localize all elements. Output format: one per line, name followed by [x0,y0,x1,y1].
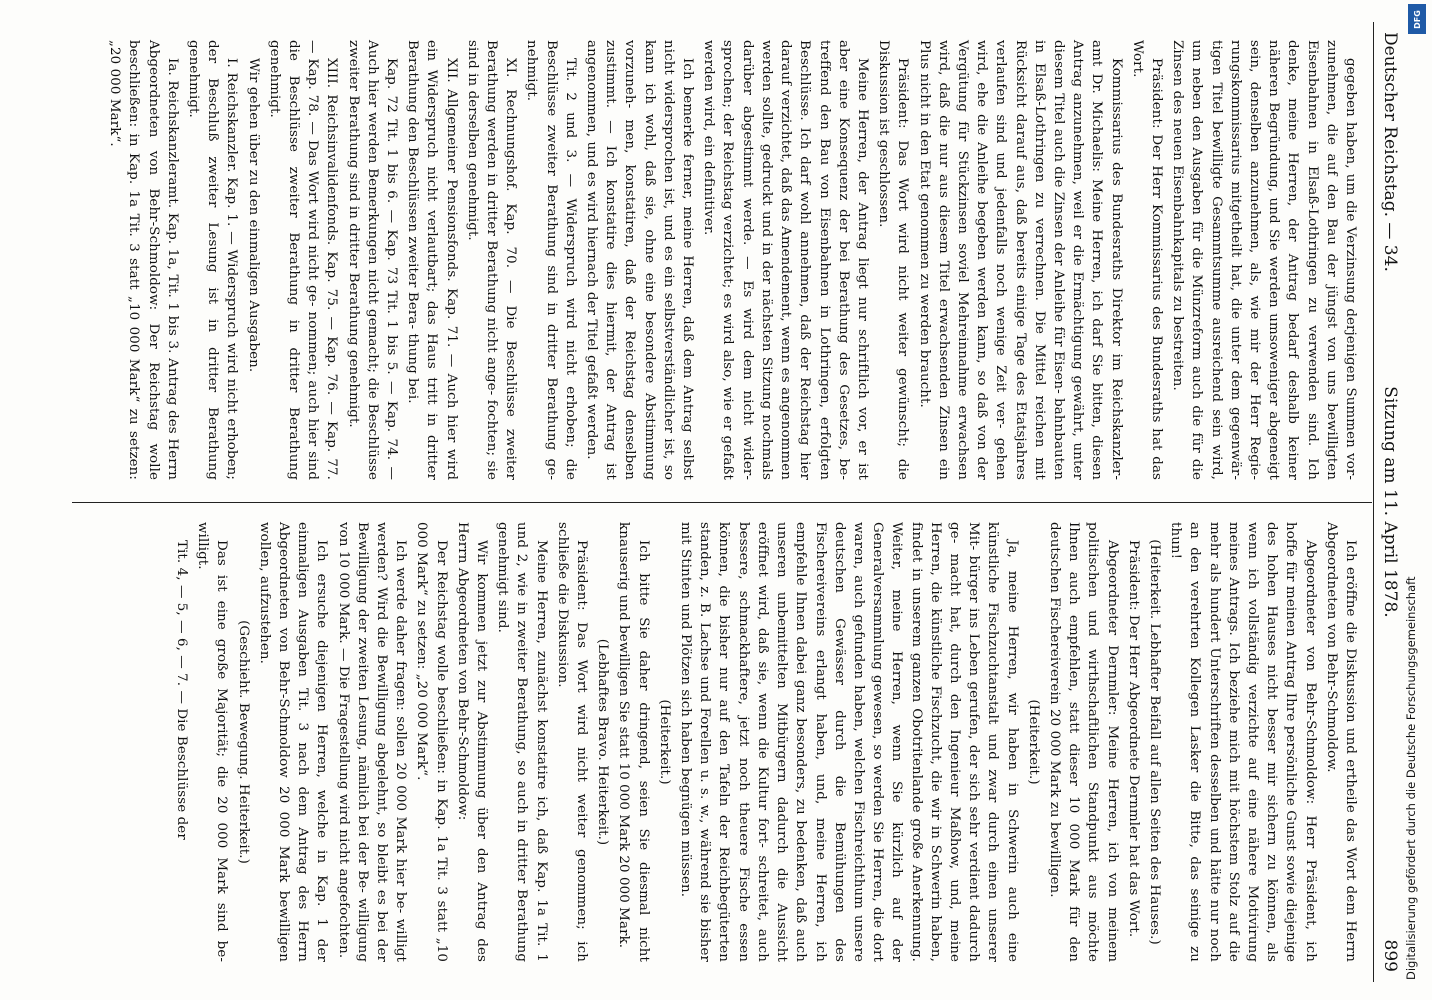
page-number: 899 [1380,939,1400,972]
paragraph: Das ist eine große Majorität; die 20 000 Mark sind be- willigt. [195,522,230,962]
paragraph: (Heiterkeit.) [1025,699,1041,785]
header-session: Sitzung am 11. April 1878. [1380,386,1400,618]
paragraph: Ja, meine Herren, wir haben in Schwerin auch eine künstliche Fischzuchtanstalt und zwar durch einen unserer Mit- bürger ins Leben gerufen, der sich sehr verdient dadurch ge- macht hat, durch den Ingenieur Maßhow, und, meine Herren, die künstliche Fischzucht, die wir in Schwerin haben, findet in unserem ganzen Obotritenlande große Anerkennung. Weiter, meine Herren, wenn Sie kürzlich auf der Generalversammlung gewesen, so werden Sie Herren, die dort waren, auch gefunden haben, welchen Fischreichthum unsere deutschen Gewässer durch die Bemühungen des Fischereivereins erlangt haben, und, meine Herren, ich empfehle Ihnen dabei ganz besonders, zu bedenken, daß auch unseren unbemittelten Mitbürgern dadurch die Aussicht eröffnet wird, daß sie, wenn die Kultur fort- schreitet, auch bessere, schmackhaftere, jetzt noch theuere Fische essen können, die bisher nur auf den Tafeln der Reichbegüterten standen, z. B. Lachse und Forellen u. s. w., während sie bisher mit Stinten und Plötzen sich haben begnügen müssen. [678,522,1020,962]
header-publication: Deutscher Reichstag. — 34. [1380,32,1400,272]
paragraph: Ia. Reichskanzleramt. Kap. 1a, Tit. 1 bis 3. Antrag des Herrn Abgeordneten von Behr-Schmoldow: Der Reichstag wolle beschließen: in Kap. 1a Tit. 3 statt „10 000 Mark“ zu setzen: „20 000 Mark“. [107,40,180,480]
digitization-note-text: Digitalisierung gefördert durch die Deutsche Forschungsgemeinschaft [1404,576,1418,980]
paragraph: Kap. 72 Tit. 1 bis 6. — Kap. 73 Tit. 1 bis 5. — Kap. 74. — Auch hier werden Bemerkungen nicht gemacht; die Beschlüsse zweiter Berathung sind in dritter Berathung genehmigt. [345,40,400,480]
paragraph: Abgeordneter Dernmler: Meine Herren, ich von meinem politischen und wirthschaftlichen Standpunkt aus möchte Ihnen auch empfehlen, statt dieser 10 000 Mark für den deutschen Fischereiverein 20 000 Mark zu bewilligen. [1046,522,1120,962]
rotated-page [16,22,1416,982]
column-divider [72,502,1372,503]
paragraph: Ich bemerke ferner, meine Herren, daß dem Antrag selbst nicht widersprochen ist, und es ein selbstverständlicher ist, so kann ich wohl, daß sie, ohne eine besondere Abstimmung vorzuneh- men, konstatiren, daß der Reichstag denselben zustimmt. — Ich konstatire dies hiermit, der Antrag ist angenommen, und es wird hiernach der Titel gefaßt werden. [584,40,696,480]
paragraph: (Heiterkeit. Lebhafter Beifall auf allen Seiten des Hauses.) [1146,539,1162,945]
paragraph: XII. Allgemeiner Pensionsfonds. Kap. 71. — Auch hier wird ein Widerspruch nicht verlautbart; das Haus tritt in dritter Berathung den Beschlüssen zweiter Bera- thung bei. [405,40,459,480]
paragraph: Ich ersuche diejenigen Herren, welche in Kap. 1 der einmaligen Ausgaben Tit. 3 nach dem Antrag des Herrn Abgeordneten von Behr-Schmoldow 20 000 Mark bewilligen wollen, aufzustehen. [256,522,330,962]
paragraph: Meine Herren, zunächst konstatire ich, daß Kap. 1a Tit. 1 und 2, wie in zweiter Berathung, so auch in dritter Berathung genehmigt sind. [495,522,549,962]
paragraph: Präsident: Das Wort wird nicht weiter genommen; ich schließe die Diskussion. [554,522,590,962]
paragraph: Wir kommen jetzt zur Abstimmung über den Antrag des Herrn Abgeordneten von Behr-Schmoldow: [454,522,490,962]
paragraph: Der Reichstag wolle beschließen: in Kap. 1a Tit. 3 statt „10 000 Mark“ zu setzen: „20 000 Mark“. [414,522,449,962]
paragraph: Kommissarius des Bundesraths Direktor im Reichskanzler- amt Dr. Michaelis: Meine Herren, ich darf Sie bitten, diesen Antrag anzunehmen, weil er die Ermächtigung gewährt, unter diesem Titel auch die Zinsen der Anleihe für Eisen- bahnbauten in Elsaß-Lothringen zu verrechnen. Die Mittel reichen mit Rücksicht darauf aus, daß bereits einige Tage des Etatsjahres verlaufen sind und jedenfalls noch wenige Zeit ver- gehen wird, ehe die Anleihe begeben werden kann, so daß von der Vergütung für Stückzinsen soviel Mehreinnahme erwachsen wird, daß die nur aus diesem Titel erwachsenden Zinsen ein Plus nicht in den Etat genommen zu werden braucht. [916,40,1124,480]
paragraph: Präsident: Der Herr Kommissarius des Bundesraths hat das Wort. [1129,40,1164,480]
paragraph: (Lebhaftes Bravo. Heiterkeit.) [595,638,611,846]
paragraph: I. Reichskanzler. Kap. 1. — Widerspruch wird nicht erhoben; der Beschluß zweiter Lesung ist in dritter Berathung genehmigt. [186,40,240,480]
paragraph: Abgeordneter von Behr-Schmoldow: Herr Präsident, ich hoffe für meinen Antrag Ihre persönliche Gunst sowie diejenige des hohen Hauses nicht besser mir sichern zu können, als wenn ich vollständig verzichte auf eine nähere Motivirung meines Antrags. Ich beziehe mich mit höchstem Stolz auf die mehr als hundert Unterschriften desselben und hätte nur noch an den verehrten Kollegen Lasker die Bitte, das seinige zu thun! [1168,522,1318,962]
paragraph: XIII. Reichsinvalidenfonds. Kap. 75. — Kap. 76. — Kap. 77. — Kap. 78. — Das Wort wird nicht ge- nommen; auch hier sind die Beschlüsse zweiter Berathung in dritter Berathung genehmigt. [266,40,340,480]
paragraph: XI. Rechnungshof. Kap. 70. — Die Beschlüsse zweiter Berathung werden in dritter Berathung nicht ange- fochten; sie sind in derselben genehmigt. [464,40,519,480]
paragraph: (Geschieht. Bewegung. Heiterkeit.) [235,620,251,864]
paragraph: (Heiterkeit.) [656,699,672,785]
right-column [170,522,1360,962]
digitization-note [1404,0,1426,1000]
paragraph: Tit. 2 und 3. — Widerspruch wird nicht erhoben; die Beschlüsse zweiter Berathung sind in dritter Berathung ge- nehmigt. [524,40,578,480]
paragraph: Ich bitte Sie daher dringend, seien Sie diesmal nicht knauserig und bewilligen Sie statt 10 000 Mark 20 000 Mark. [616,522,651,962]
page-header [1373,22,1404,982]
paragraph: Meine Herren, der Antrag liegt nur schriftlich vor, er ist aber eine Konsequenz der bei Berathung des Gesetzes, be- treffend den Bau von Eisenbahnen in Lothringen, erfolgten Beschlüsse. Ich darf wohl annehmen, daß der Reichstag hier darauf verzichtet, daß das Amendement, wenn es angenommen werden sollte, gedruckt und in der nächsten Sitzung nochmals darüber abgestimmt werde. — Es wird dem nicht wider- sprochen; der Reichstag verzichtet; es wird also, wie er gefaßt werden wird, ein definitiver. [701,40,870,480]
paragraph: Präsident: Das Wort wird nicht weiter gewünscht; die Diskussion ist geschlossen. [876,40,911,480]
dfg-logo-text: DFG [1412,9,1422,29]
left-column [103,40,1360,480]
paragraph: Ich werde daher fragen: sollen 20 000 Mark hier be- willigt werden? Wird die Bewilligung abgelehnt, so bleibt es bei der Bewilligung der zweiten Lesung, nämlich bei der Be- willigung von 10 000 Mark. — Die Fragestellung wird nicht angefochten. [335,522,409,962]
paragraph: Ich eröffne die Diskussion und ertheile das Wort dem Herrn Abgeordneten von Behr-Schmoldow. [1323,522,1358,962]
paragraph: Wir gehen über zu den einmaligen Ausgaben. [245,58,261,373]
paragraph: Präsident: Der Herr Abgeordnete Dernmler hat das Wort. [1125,540,1141,938]
paragraph: Tit. 4, — 5, — 6, — 7. — Die Beschlüsse der [174,540,190,840]
paragraph: gegeben haben, um die Verzinsung derjenigen Summen vor- zunehmen, die auf den Bau der jüngst von uns bewilligten Eisenbahnen in Elsaß-Lothringen zu verwenden sind. Ich denke, meine Herren, der Antrag bedarf deshalb keiner näheren Begründung, und Sie werden umsoweniger abgeneigt sein, denselben anzunehmen, als, wie mir der Herr Regie- rungskommissarius mitgetheilt hat, die unter dem gegenwär- tigen Titel bewilligte Gesammtsumme ausreichend sein wird, um neben den Ausgaben für die Münzreform auch die für die Zinsen des neuen Eisenbahnkapitals zu bestreiten. [1170,40,1358,480]
